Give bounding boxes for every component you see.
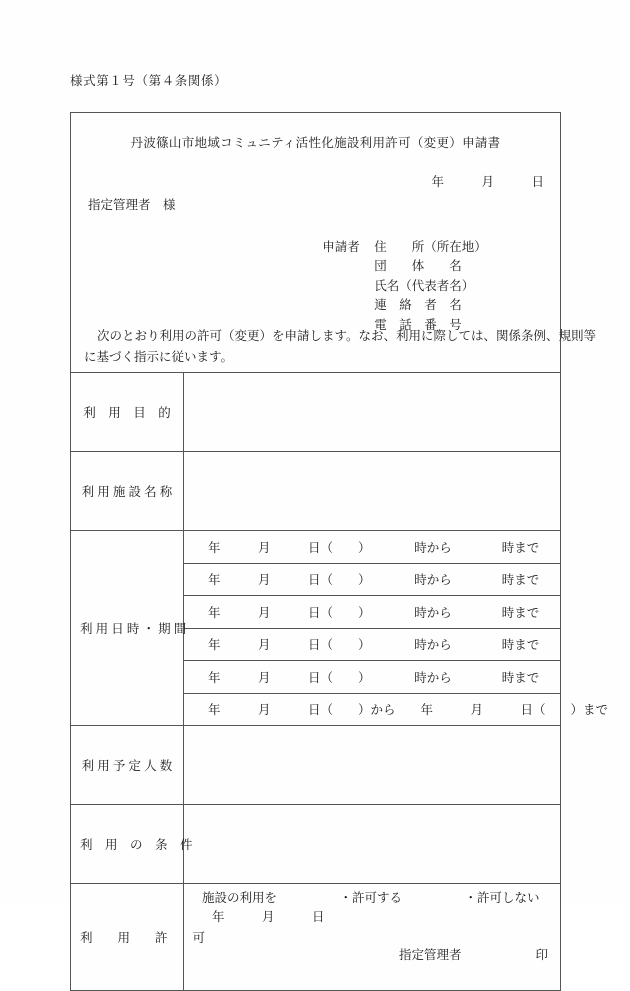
datetime-entry-2[interactable]: 年 月 日（ ） 時から 時まで xyxy=(184,563,561,596)
statement-paragraph xyxy=(84,326,597,368)
permission-date-line[interactable]: 年 月 日 xyxy=(212,910,325,924)
applicant-field-label: 電 話 番 号 xyxy=(374,317,462,332)
document-title: 丹波篠山市地域コミュニティ活性化施設利用許可（変更）申請書 xyxy=(130,136,501,150)
label-permission: 利 用 許 可 xyxy=(80,931,206,945)
permission-cell xyxy=(184,884,561,991)
permission-choice-line[interactable]: 施設の利用を ・許可する ・許可しない xyxy=(202,891,540,905)
applicant-field-label: 連 絡 者 名 xyxy=(374,298,462,312)
applicant-field-label: 氏名（代表者名） xyxy=(374,278,475,293)
label-facility: 利 用 施 設 名 称 xyxy=(81,485,173,499)
application-details-table xyxy=(71,372,609,990)
table-row-headcount xyxy=(71,726,560,805)
datetime-entry-1[interactable]: 年 月 日（ ） 時から 時まで xyxy=(184,531,561,564)
value-cell-conditions[interactable] xyxy=(184,805,561,884)
table-row-conditions xyxy=(71,805,560,884)
datetime-entry-5[interactable]: 年 月 日（ ） 時から 時まで xyxy=(184,661,561,694)
label-purpose: 利 用 目 的 xyxy=(83,406,171,420)
statement-line-1: 次のとおり利用の許可（変更）を申請します。なお、利用に際しては、関係条例、規則等 xyxy=(97,329,597,343)
label-cell-permission xyxy=(71,884,206,991)
applicant-field-address[interactable] xyxy=(291,218,487,254)
value-cell-facility[interactable] xyxy=(184,452,561,531)
label-cell-datetime xyxy=(71,531,187,726)
datetime-entry-4[interactable]: 年 月 日（ ） 時から 時まで xyxy=(184,628,561,661)
label-cell-headcount xyxy=(71,726,184,805)
applicant-block xyxy=(291,218,487,332)
statement-line-2: に基づく指示に従います。 xyxy=(84,350,234,364)
value-cell-headcount[interactable] xyxy=(184,726,561,805)
datetime-entry-3[interactable]: 年 月 日（ ） 時から 時まで xyxy=(184,596,561,629)
application-form-frame xyxy=(70,112,609,991)
label-headcount: 利 用 予 定 人 数 xyxy=(81,759,173,773)
applicant-field-label: 住 所（所在地） xyxy=(374,239,487,254)
permission-seal-label: 印 xyxy=(535,948,548,962)
label-cell-facility xyxy=(71,452,184,531)
table-row-purpose xyxy=(71,373,560,452)
period-entry[interactable]: 年 月 日（ ）から 年 月 日（ ）まで xyxy=(184,693,561,726)
applicant-field-label: 団 体 名 xyxy=(374,259,462,273)
permission-signature-line xyxy=(184,927,560,984)
applicant-lead-label: 申請者 xyxy=(322,239,360,254)
permission-manager-label: 指定管理者 xyxy=(398,948,462,962)
addressee-label: 指定管理者 様 xyxy=(88,198,176,212)
label-conditions: 利 用 の 条 件 xyxy=(80,838,193,852)
table-row-datetime-1 xyxy=(71,531,560,564)
value-cell-purpose[interactable] xyxy=(184,373,561,452)
submission-date-line[interactable]: 年 月 日 xyxy=(431,175,544,189)
label-cell-purpose xyxy=(71,373,184,452)
table-row-permission xyxy=(71,884,560,991)
form-header-block xyxy=(71,113,597,372)
label-cell-conditions xyxy=(71,805,193,884)
table-row-facility xyxy=(71,452,560,531)
label-datetime: 利 用 日 時 ・ 期 間 xyxy=(80,622,187,636)
form-number-label: 様式第１号（第４条関係） xyxy=(70,74,228,88)
